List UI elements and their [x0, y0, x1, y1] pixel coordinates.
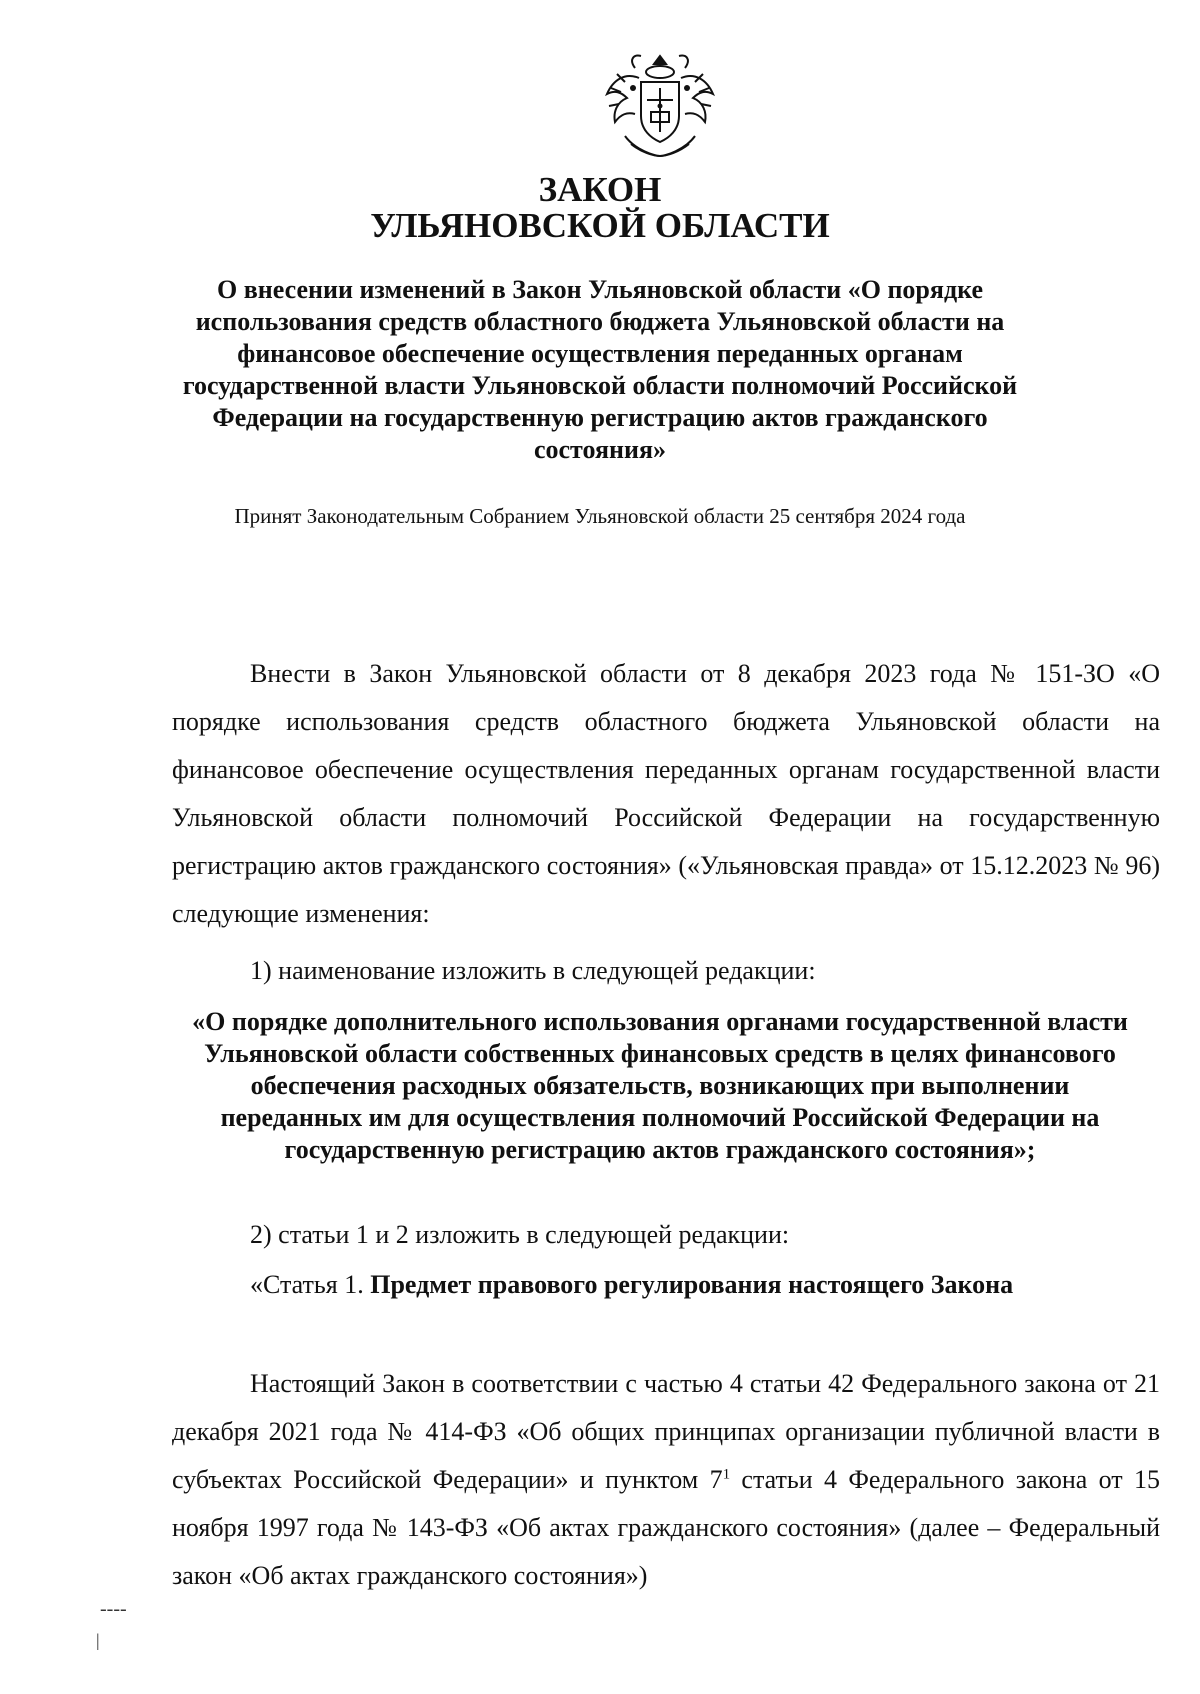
law-subject: О внесении изменений в Закон Ульяновской области «О порядке использования средств областного бюджета Ульяновской области на финансовое обеспечение осуществления переданных органам государственной власти Ульяновской области полномочий Российской Федерации на государственную регистрацию актов гражданского состояния» — [182, 275, 1018, 464]
margin-mark: | — [96, 1630, 100, 1650]
intro-paragraph: Внести в Закон Ульяновской области от 8 декабря 2023 года № 151-ЗО «О порядке использования средств областного бюджета Ульяновской области на финансовое обеспечение осуществления переданных органам государственной власти Ульяновской области полномочий Российской Федерации на государственную регистрацию актов гражданского состояния» («Ульяновская правда» от 15.12.2023 № 96) следующие изменения: — [172, 659, 1160, 928]
margin-mark: ---- — [100, 1598, 127, 1620]
article-1-prefix: «Статья 1. — [250, 1270, 371, 1299]
adoption-note: Принят Законодательным Собранием Ульяновской области 25 сентября 2024 года — [234, 504, 966, 528]
item-2: 2) статьи 1 и 2 изложить в следующей редакции: — [250, 1220, 790, 1249]
article-1-title: Предмет правового регулирования настоящего Закона — [370, 1270, 1014, 1299]
new-law-title: «О порядке дополнительного использования органами государственной власти Ульяновской области собственных финансовых средств в целях финансового обеспечения расходных обязательств, возникающих при выполнении переданных им для осуществления полномочий Российской Федерации на государственную регистрацию актов гражданского состояния»; — [192, 1007, 1128, 1164]
article-1-heading — [250, 1268, 1160, 1302]
article-1-text-part1: Настоящий Закон в соответствии с частью 4 статьи 42 Федерального закона от 21 декабря 2021 года № 414-ФЗ «Об общих принципах организации публичной власти в субъектах Российской Федерации» и пунктом 7 — [172, 1369, 1160, 1494]
item-1: 1) наименование изложить в следующей редакции: — [250, 956, 816, 985]
article-1-text-part2: статьи 4 Федерального закона от 15 ноября 1997 года № 143-ФЗ «Об актах гражданского состояния» (далее – Федеральный закон «Об актах гражданского состояния») — [172, 1465, 1160, 1590]
superscript-index: 1 — [722, 1466, 731, 1483]
law-region-title: УЛЬЯНОВСКОЙ ОБЛАСТИ — [370, 206, 830, 245]
coat-of-arms-emblem — [595, 48, 725, 166]
article-1-paragraph — [172, 1360, 1160, 1600]
law-title: ЗАКОН — [538, 170, 662, 209]
